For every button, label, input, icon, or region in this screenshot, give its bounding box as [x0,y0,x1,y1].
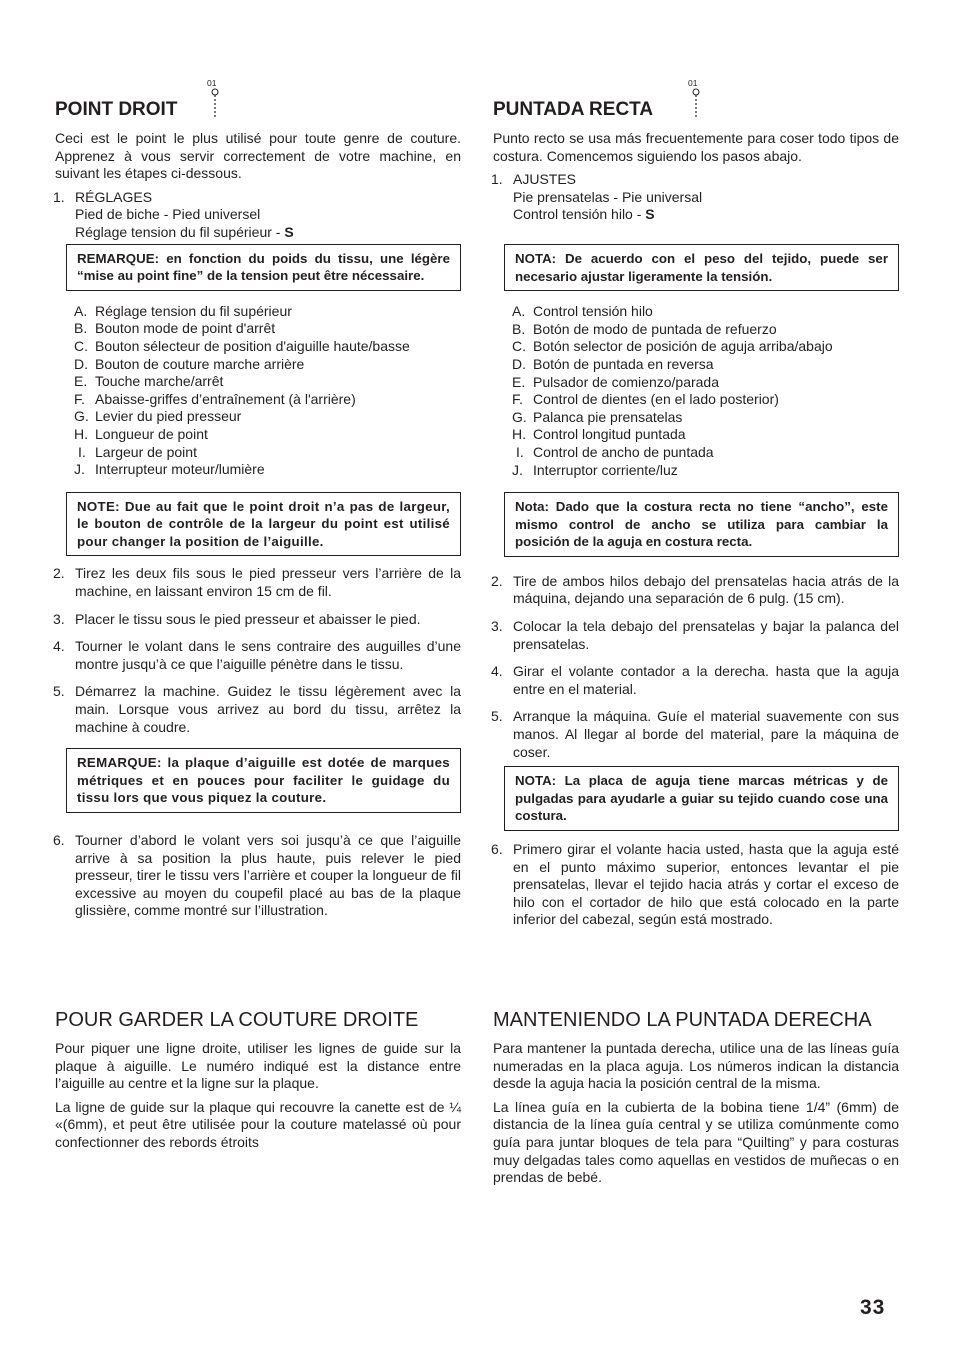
step-2: 2. Tirez les deux fils sous le pied presseur vers l’arrière de la machine, en laissant environ 15 cm de fil. [53,565,461,600]
stitch-number: 01 [207,78,217,88]
list-item: J. Interruptor corriente/luz [512,461,678,478]
straight-stitch-icon [688,78,704,122]
paragraph: La línea guía en la cubierta de la bobina tiene 1/4” (6mm) de distancia de la línea guía central y se utiliza comúnmente como guía para juntar bloques de tela para “Quilting” y para costuras muy delgadas tales como aquellas en vestidos de muñecas o en prendas de bebé. [493,1098,899,1186]
stitch-pattern-icon [210,88,220,118]
stitch-pattern-icon [691,88,701,118]
note-box: NOTA: De acuerdo con el peso del tejido, puede ser necesario ajustar ligeramente la tensión. [504,244,899,291]
step-5: 5. Démarrez la machine. Guidez le tissu légèrement avec la main. Lorsque vous arrivez au bord du tissu, arrêtez la machine à coudre. [53,683,461,735]
step-4: 4. Girar el volante contador a la derecha. hasta que la aguja entre en el material. [491,663,899,697]
paragraph: Para mantener la puntada derecha, utilice una de las líneas guía numeradas en la placa aguja. Los números indican la distancia desde la aguja hacia la posición central de la misma. [493,1040,899,1092]
step-line: Control tensión hilo - S [513,206,655,223]
note-box: NOTE: Due au fait que le point droit n’a pas de largeur, le bouton de contrôle de la largeur du point est utilisé pour changer la position de l’aiguille. [66,492,461,557]
note-box: Nota: Dado que la costura recta no tiene “ancho”, este mismo control de ancho se utiliza para cambiar la posición de la aguja en costura recta. [504,492,899,557]
list-item: D. Bouton de couture marche arrière [74,355,305,372]
paragraph: Pour piquer une ligne droite, utiliser les lignes de guide sur la plaque à aiguille. Le numéro indiqué est la distance entre l’aiguille au centre et la ligne sur la plaque. [55,1040,461,1092]
step-2: 2. Tire de ambos hilos debajo del prensatelas hacia atrás de la máquina, dejando una separación de 6 pulg. (15 cm). [491,572,899,607]
step-title: AJUSTES [513,171,577,188]
step-6: 6. Tourner d’abord le volant vers soi jusqu’à ce que l’aiguille arrive à sa position la plus haute, puis relever le pied presseur, tirer le tissu vers l’arrière et couper la longueur de fil excessive au moyen du coupefil placé au bas de la plaque glissière, comme montré sur l’illustration. [53,832,461,919]
parts-list [512,303,899,479]
list-item: E. Touche marche/arrêt [74,373,224,390]
spanish-guide-section [493,1008,899,1193]
list-item: G. Palanca pie prensatelas [512,408,683,425]
stitch-number: 01 [688,78,698,88]
note-box: REMARQUE: en fonction du poids du tissu, une légère “mise au point fine” de la tension peut être nécessaire. [66,244,461,291]
title-row [493,78,899,122]
step-1 [493,171,899,224]
note-box: NOTA: La placa de aguja tiene marcas métricas y de pulgadas para ayudarle a guiar su tejido cuando cose una costura. [504,766,899,831]
list-item: J. Interrupteur moteur/lumière [74,461,265,478]
list-item: C. Botón selector de posición de aguja arriba/abajo [512,338,833,355]
section-title: POINT DROIT [55,99,178,120]
french-column [55,78,461,920]
paragraph: La ligne de guide sur la plaque qui recouvre la canette est de ¼ «(6mm), et peut être utilisée pour la couture matelassé où pour confectionner des rebords étroits [55,1098,461,1150]
list-item: B. Botón de modo de puntada de refuerzo [512,320,777,337]
title-row [55,78,461,122]
french-guide-section [55,1008,461,1158]
list-item: I. Largeur de point [78,443,197,460]
list-item: H. Longueur de point [74,425,208,442]
step-title: RÉGLAGES [75,188,153,205]
list-item: A. Réglage tension du fil supérieur [74,302,292,319]
spanish-column [493,78,899,929]
list-item: D. Botón de puntada en reversa [512,355,714,372]
step-line: Réglage tension du fil supérieur - S [75,223,294,240]
list-item: F. Abaisse-griffes d’entraînement (à l'arrière) [74,390,356,407]
parts-list [74,303,461,479]
list-item: C. Bouton sélecteur de position d'aiguille haute/basse [74,337,410,354]
note-box: REMARQUE: la plaque d’aiguille est dotée de marques métriques et en pouces pour faciliter le guidage du tissu lors que vous piquez la couture. [66,748,461,813]
step-6: 6. Primero girar el volante hacia usted, hasta que la aguja esté en el punto máximo superior, entonces levantar el pie prensatelas, llevar el tejido hacia atrás y cortar el exceso de hilo con el cortador de hilo que está colocado en la parte inferior del cabezal, según está mostrado. [491,841,899,928]
step-4: 4. Tourner le volant dans le sens contraire des auguilles d’une montre jusqu’à ce que l’aiguille pénètre dans le tissu. [53,638,461,672]
intro-text: Ceci est le point le plus utilisé pour toute genre de couture. Apprenez à vous servir correctement de votre machine, en suivant les étapes ci-dessous. [55,130,461,182]
step-number: 1. [53,188,65,205]
step-1 [55,189,461,242]
list-item: I. Control de ancho de puntada [516,443,714,460]
list-item: E. Pulsador de comienzo/parada [512,373,720,390]
list-item: F. Control de dientes (en el lado posterior) [512,391,779,408]
step-line: Pie prensatelas - Pie universal [513,188,703,205]
section-heading: MANTENIENDO LA PUNTADA DERECHA [493,1009,872,1031]
list-item: H. Control longitud puntada [512,426,686,443]
page-number: 33 [860,1296,886,1319]
step-5: 5. Arranque la máquina. Guíe el material suavemente con sus manos. Al llegar al borde del material, pare la máquina de coser. [491,708,899,760]
intro-text: Punto recto se usa más frecuentemente para coser todo tipos de costura. Comencemos siguiendo los pasos abajo. [493,130,899,164]
step-3: 3. Placer le tissu sous le pied presseur et abaisser le pied. [53,610,421,627]
step-number: 1. [491,171,503,188]
step-3: 3. Colocar la tela debajo del prensatelas y bajar la palanca del prensatelas. [491,618,899,652]
list-item: A. Control tensión hilo [512,303,653,320]
list-item: B. Bouton mode de point d'arrêt [74,320,276,337]
section-title: PUNTADA RECTA [493,99,654,120]
list-item: G. Levier du pied presseur [74,408,242,425]
straight-stitch-icon [207,78,223,122]
section-heading: POUR GARDER LA COUTURE DROITE [55,1009,419,1031]
step-line: Pied de biche - Pied universel [75,206,261,223]
